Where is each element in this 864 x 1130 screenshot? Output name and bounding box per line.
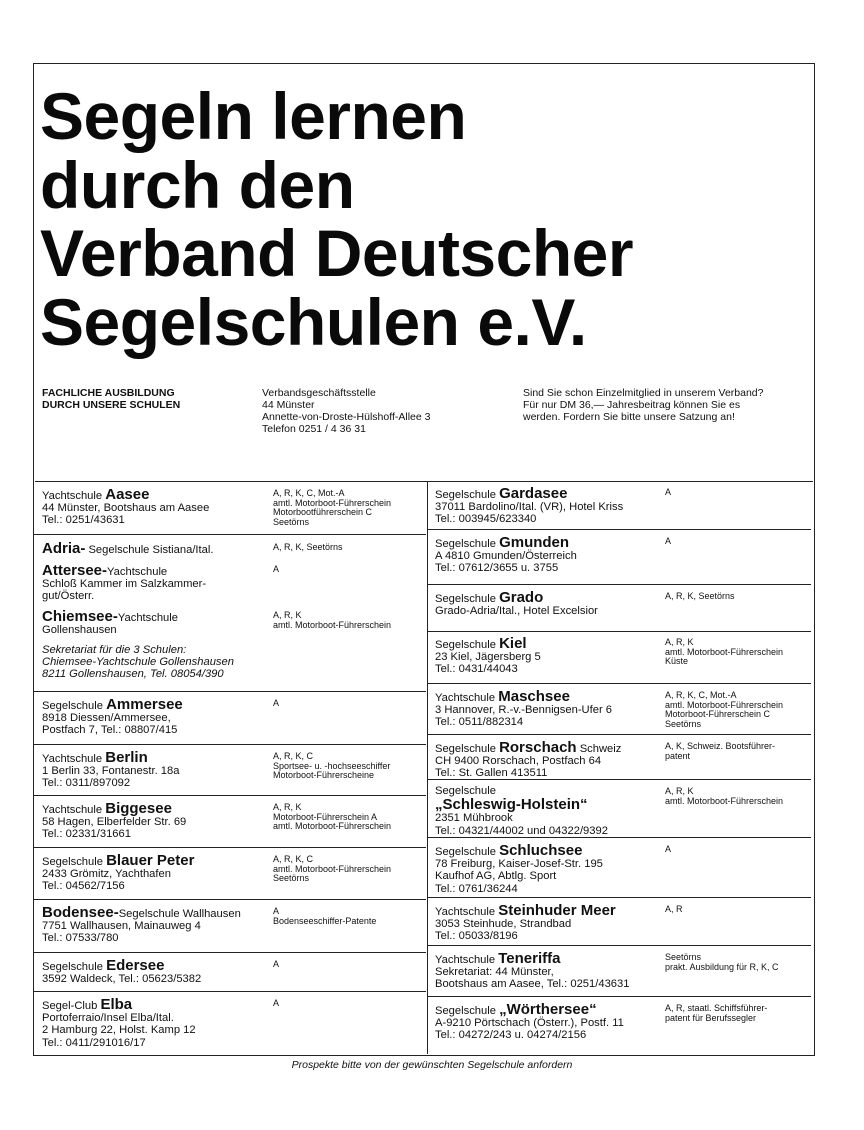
school-name [435,590,807,605]
school-type: Yachtschule [42,753,106,765]
course-codes: A, R, K, Seetörns [273,542,343,552]
school-name [42,697,422,712]
school-address: 23 Kiel, Jägersberg 5 Tel.: 0431/44043 [435,651,541,676]
row-rule [34,534,426,535]
school-location: Biggesee [105,800,172,817]
row-rule [34,691,426,692]
row-rule [34,991,426,992]
school-address: 3053 Steinhude, Strandbad Tel.: 05033/8196 [435,918,572,943]
school-location: Elba [100,996,133,1013]
office-address: Verbandsgeschäftsstelle 44 Münster Annette-von-Droste-Hülshoff-Allee 3 Telefon 0251 / 4 36 31 [262,387,431,435]
school-entry [42,644,422,681]
school-entry [42,997,422,1049]
course-codes: A Bodenseeschiffer-Patente [273,906,377,926]
training-note: FACHLICHE AUSBILDUNG DURCH UNSERE SCHULEN [42,387,181,411]
course-codes: A, K, Schweiz. Bootsführer- patent [665,741,776,761]
course-codes: A [665,844,672,854]
school-name [435,843,807,858]
school-type: Segelschule [435,489,500,501]
school-address: 3 Hannover, R.-v.-Bennigsen-Ufer 6 Tel.: 0511/882314 [435,704,613,729]
row-rule [427,734,811,735]
school-address: 2433 Grömitz, Yachthafen Tel.: 04562/7156 [42,868,171,893]
row-rule [427,996,811,997]
row-rule [34,744,426,745]
school-location: Grado [499,589,544,606]
school-name [435,903,807,918]
school-entry [435,843,807,895]
school-type: Segelschule [42,961,107,973]
school-name [42,958,422,973]
row-rule [427,529,811,530]
school-address: 58 Hagen, Elberfelder Str. 69 Tel.: 02331/31661 [42,816,187,841]
school-location: Maschsee [498,688,570,705]
row-rule [427,897,811,898]
course-codes: A [665,536,672,546]
row-rule [427,837,811,838]
school-entry [435,486,807,526]
school-address: 2351 Mühbrook Tel.: 04321/44002 und 04322/9392 [435,812,608,837]
school-location: „Wörthersee“ [499,1001,597,1018]
school-location: Edersee [106,957,165,974]
school-suffix: Schweiz [576,743,622,755]
school-entry [435,903,807,943]
school-location: Rorschach [499,739,577,756]
school-location: Kiel [499,635,527,652]
school-address: Portoferraio/Insel Elba/Ital. 2 Hamburg 22, Holst. Kamp 12 Tel.: 0411/291016/17 [42,1012,196,1049]
course-codes: A, R, K Motorboot-Führerschein A amtl. Motorboot-Führerschein [273,802,392,831]
course-codes: A [273,698,280,708]
school-type: Segelschule [435,1005,500,1017]
school-location: Bodensee- [42,904,119,921]
course-codes: A, R, K, C, Mot.-A amtl. Motorboot-Führerschein Motorbootführerschein C Seetörns [273,488,392,527]
school-address: 3592 Waldeck, Tel.: 05623/5382 [42,973,202,986]
school-address: Grado-Adria/Ital., Hotel Excelsior [435,605,598,618]
course-codes: A, R, K amtl. Motorboot-Führerschein [273,610,392,630]
school-location: Schluchsee [499,842,583,859]
school-address: Sekretariat: 44 Münster, Bootshaus am Aasee, Tel.: 0251/43631 [435,966,630,991]
row-rule [34,899,426,900]
row-rule [427,779,811,780]
school-suffix: Segelschule Sistiana/Ital. [85,544,214,556]
school-entry [42,563,422,603]
school-type: Yachtschule [435,692,499,704]
school-suffix: Yachtschule [107,566,168,578]
row-rule [34,952,426,953]
school-address: Schloß Kammer im Salzkammer- gut/Österr. [42,578,207,603]
headline-line: Segelschulen e.V. [40,284,587,359]
school-suffix: Yachtschule [117,612,178,624]
school-address: 7751 Wallhausen, Mainauweg 4 Tel.: 07533/780 [42,920,201,945]
school-location: Berlin [105,749,148,766]
school-type: Segelschule [435,538,500,550]
school-type: Yachtschule [42,804,106,816]
column-divider [427,481,428,1054]
school-location: Steinhuder Meer [498,902,616,919]
course-codes: Seetörns prakt. Ausbildung für R, K, C [665,952,779,972]
school-entry [42,697,422,737]
row-rule [427,631,811,632]
school-name [42,541,422,556]
course-codes: A, R, K, C amtl. Motorboot-Führerschein Seetörns [273,854,392,883]
school-location: Adria- [42,540,86,557]
row-rule [34,795,426,796]
school-type: Segel-Club [42,1000,101,1012]
school-address: 8918 Diessen/Ammersee, Postfach 7, Tel.: 08807/415 [42,712,178,737]
school-location: Gardasee [499,485,568,502]
school-type: Yachtschule [435,954,499,966]
school-type: Segelschule [42,856,107,868]
school-location: Blauer Peter [106,852,195,869]
school-address: Gollenshausen [42,624,117,637]
headline [40,79,634,359]
school-name [42,997,422,1012]
school-type: Segelschule [435,846,500,858]
course-codes: A, R, staatl. Schiffsführer- patent für Berufssegler [665,1003,768,1023]
course-codes: A [273,564,280,574]
school-location: Chiemsee- [42,608,118,625]
school-entry [42,958,422,985]
school-name [42,563,422,578]
footer-note: Prospekte bitte von der gewünschten Segelschule anfordern [291,1059,573,1071]
school-location: Teneriffa [498,950,561,967]
school-type: Yachtschule [435,906,499,918]
school-location: Attersee- [42,562,108,579]
school-location: Aasee [105,486,150,503]
course-codes: A [665,487,672,497]
table-top-rule [35,481,813,482]
school-address: 1 Berlin 33, Fontanestr. 18a Tel.: 0311/897092 [42,765,180,790]
school-type: Segelschule [435,743,500,755]
secretariat-note: Sekretariat für die 3 Schulen: Chiemsee-Yachtschule Gollenshausen 8211 Gollenshausen, Tel. 08054/390 [42,644,234,681]
course-codes: A, R, K amtl. Motorboot-Führerschein [665,786,784,806]
school-entry [435,590,807,617]
school-suffix: Segelschule Wallhausen [118,908,241,920]
school-type: Segelschule [42,700,107,712]
school-name [435,535,807,550]
school-type: Yachtschule [42,490,106,502]
school-address: 37011 Bardolino/Ital. (VR), Hotel Kriss Tel.: 003945/623340 [435,501,624,526]
school-type: Segelschule [435,639,500,651]
course-codes: A [273,959,280,969]
school-location: Ammersee [106,696,183,713]
school-name [435,486,807,501]
school-type: Segelschule [435,593,500,605]
membership-note: Sind Sie schon Einzelmitglied in unserem Verband? Für nur DM 36,— Jahresbeitrag können Sie es werden. Fordern Sie bitte unsere Satzung an! [523,387,764,423]
school-address: 78 Freiburg, Kaiser-Josef-Str. 195 Kaufhof AG, Abtlg. Sport Tel.: 0761/36244 [435,858,603,895]
headline-line: Verband Deutscher [40,216,634,290]
school-address: A 4810 Gmunden/Österreich Tel.: 07612/3655 u. 3755 [435,550,577,575]
row-rule [427,945,811,946]
school-entry [435,535,807,575]
course-codes: A, R, K, Seetörns [665,591,735,601]
course-codes: A [273,998,280,1008]
headline-line: durch den [40,147,355,222]
school-address: A-9210 Pörtschach (Österr.), Postf. 11 Tel.: 04272/243 u. 04274/2156 [435,1017,624,1042]
course-codes: A, R [665,904,683,914]
school-location: „Schleswig-Holstein“ [435,796,588,814]
row-rule [427,584,811,585]
row-rule [427,683,811,684]
school-type: Segelschule [435,785,496,797]
headline-line: Segeln lernen [40,79,467,153]
school-entry [42,541,422,556]
course-codes: A, R, K, C, Mot.-A amtl. Motorboot-Führerschein Motorboot-Führerschein C Seetörns [665,690,784,729]
course-codes: A, R, K, C Sportsee- u. -hochseeschiffer Motorboot-Führerscheine [273,751,391,780]
row-rule [34,847,426,848]
school-address: 44 Münster, Bootshaus am Aasee Tel.: 0251/43631 [42,502,210,527]
course-codes: A, R, K amtl. Motorboot-Führerschein Küste [665,637,784,666]
school-address: CH 9400 Rorschach, Postfach 64 Tel.: St. Gallen 413511 [435,755,602,780]
school-location: Gmunden [499,534,570,551]
